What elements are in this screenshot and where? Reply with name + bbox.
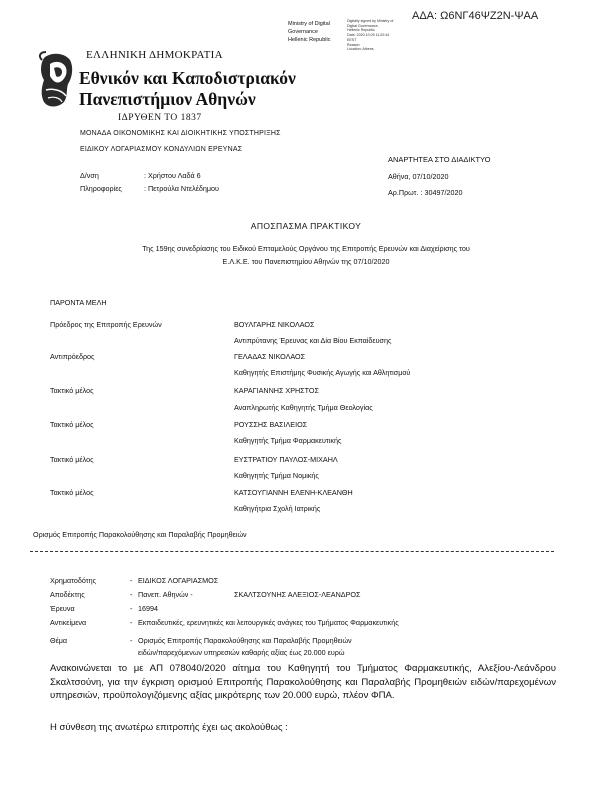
unit-name-line1: ΜΟΝΑΔΑ ΟΙΚΟΝΟΜΙΚΗΣ ΚΑΙ ΔΙΟΙΚΗΤΙΚΗΣ ΥΠΟΣΤΗΡΙΞΗΣ (80, 130, 281, 137)
member-name: ΓΕΛΑΔΑΣ ΝΙΚΟΛΑΟΣ (234, 352, 306, 361)
member-role: Αντιπρόεδρος (50, 352, 95, 361)
university-name-line1: Εθνικόν και Καποδιστριακόν (79, 68, 296, 88)
member-title: Αναπληρωτής Καθηγητής Τμήμα Θεολογίας (234, 403, 373, 412)
signature-line: EEST (347, 37, 357, 42)
signature-line: Hellenic Republic (347, 28, 375, 33)
signature-line: Digitally signed by Ministry of (347, 19, 394, 23)
protocol-number: Αρ.Πρωτ. : 30497/2020 (388, 188, 463, 197)
detail-colon: - (130, 604, 133, 613)
republic-heading: ΕΛΛΗΝΙΚΗ ΔΗΜΟΚΡΑΤΙΑ (86, 49, 223, 61)
signature-line: Date: 2020.10.09 11:20:44 (347, 33, 390, 38)
member-name: ΚΑΤΣΟΥΓΙΑΝΝΗ ΕΛΕΝΗ-ΚΛΕΑΝΘΗ (234, 488, 353, 497)
member-title: Καθηγήτρια Σχολή Ιατρικής (234, 504, 321, 513)
signature-line: Reason: (347, 42, 361, 47)
university-name-line2: Πανεπιστήμιον Αθηνών (79, 89, 256, 109)
member-name: ΡΟΥΣΣΗΣ ΒΑΣΙΛΕΙΟΣ (234, 420, 308, 429)
closing-line: Η σύνθεση της ανωτέρω επιτροπής έχει ως ακολούθως : (50, 722, 288, 733)
member-name: ΕΥΣΤΡΑΤΙΟΥ ΠΑΥΛΟΣ-ΜΙΧΑΗΛ (234, 455, 338, 464)
member-title: Αντιπρύτανης Έρευνας και Δία Βίου Εκπαίδευσης (234, 336, 392, 345)
dashed-divider (30, 551, 554, 552)
subtitle-line1: Της 159ης συνεδρίασης του Ειδικού Επταμελούς Οργάνου της Επιτροπής Ερευνών και Διαχείρισης του (142, 244, 470, 253)
detail-value-continued: ειδών/παρεχόμενων υπηρεσιών καθαρής αξίας έως 20.000 ευρώ (138, 648, 345, 657)
member-name: ΒΟΥΛΓΑΡΗΣ ΝΙΚΟΛΑΟΣ (234, 320, 315, 329)
detail-colon: - (130, 576, 133, 585)
announcement-paragraph: Ανακοινώνεται το με ΑΠ 078040/2020 αίτημα του Καθηγητή του Τμήματος Φαρμακευτικής, Αλεξίου-Λεάνδρου Σκαλτσούνη, για την έγκριση ορισμού Επιτροπής Παρακολούθησης και Παραλαβής Προμηθειών ειδών/παρεχομένων υπηρεσιών, προϋπολογιζόμενης αξίας μικρότερης των 20.000 ευρώ, πλέον ΦΠΑ. (50, 663, 556, 702)
subtitle-line2: Ε.Λ.Κ.Ε. του Πανεπιστημίου Αθηνών της 07/10/2020 (222, 257, 390, 266)
signature-governance: Governance (288, 29, 318, 35)
detail-label: Θέμα (50, 636, 68, 645)
detail-label: Αντικείμενα (50, 618, 87, 627)
document-title: ΑΠΟΣΠΑΣΜΑ ΠΡΑΚΤΙΚΟΥ (250, 221, 362, 231)
posted-online-label: ΑΝΑΡΤΗΤΕΑ ΣΤΟ ΔΙΑΔΙΚΤΥΟ (388, 155, 491, 164)
address-label: Δ/νση (80, 171, 99, 180)
member-role: Τακτικό μέλος (50, 386, 94, 395)
detail-colon: - (130, 618, 133, 627)
member-title: Καθηγητής Επιστήμης Φυσικής Αγωγής και Αθλητισμού (234, 368, 411, 377)
member-title: Καθηγητής Τμήμα Νομικής (234, 471, 319, 480)
member-role: Πρόεδρος της Επιτροπής Ερευνών (50, 320, 162, 329)
info-label: Πληροφορίες (80, 184, 122, 193)
signature-details (347, 19, 409, 52)
member-role: Τακτικό μέλος (50, 420, 94, 429)
detail-colon: - (130, 590, 133, 599)
signature-line: Location: Athens (347, 47, 374, 52)
detail-value: 16994 (138, 604, 158, 613)
detail-extra: ΣΚΑΛΤΣΟΥΝΗΣ ΑΛΕΞΙΟΣ-ΛΕΑΝΔΡΟΣ (234, 590, 361, 599)
signature-ministry: Ministry of Digital (288, 21, 330, 27)
detail-label: Χρηματοδότης (50, 576, 97, 585)
member-role: Τακτικό μέλος (50, 488, 94, 497)
detail-value: ΕΙΔΙΚΟΣ ΛΟΓΑΡΙΑΣΜΟΣ (138, 576, 219, 585)
founded-text: ΙΔΡΥΘΕΝ ΤΟ 1837 (118, 113, 202, 123)
signature-line: Digital Governance, (347, 23, 379, 28)
member-name: ΚΑΡΑΓΙΑΝΝΗΣ ΧΡΗΣΤΟΣ (234, 386, 319, 395)
detail-label: Αποδέκτης (50, 590, 85, 599)
detail-label: Έρευνα (50, 604, 75, 613)
detail-value: Πανεπ. Αθηνών - (138, 590, 193, 599)
detail-value: Ορισμός Επιτροπής Παρακολούθησης και Παραλαβής Προμηθειών (138, 636, 352, 645)
topic-heading: Ορισμός Επιτροπής Παρακολούθησης και Παραλαβής Προμηθειών (33, 530, 247, 539)
members-heading: ΠΑΡΟΝΤΑ ΜΕΛΗ (50, 298, 107, 307)
ada-code: ΑΔΑ: Ω6ΝΓ46ΨΖ2Ν-ΨΑΑ (412, 10, 539, 22)
document-date: Αθήνα, 07/10/2020 (388, 172, 449, 181)
detail-colon: - (130, 636, 133, 645)
info-value: : Πετρούλα Ντελέδημου (144, 184, 219, 193)
signature-republic: Hellenic Republic (288, 37, 331, 43)
detail-value: Εκπαιδευτικές, ερευνητικές και λειτουργικές ανάγκες του Τμήματος Φαρμακευτικής (138, 618, 399, 627)
address-value: : Χρήστου Λαδά 6 (144, 171, 201, 180)
member-title: Καθηγητής Τμήμα Φαρμακευτικής (234, 436, 342, 445)
member-role: Τακτικό μέλος (50, 455, 94, 464)
unit-name-line2: ΕΙΔΙΚΟΥ ΛΟΓΑΡΙΑΣΜΟΥ ΚΟΝΔΥΛΙΩΝ ΕΡΕΥΝΑΣ (80, 146, 243, 153)
university-logo-icon (36, 50, 78, 112)
